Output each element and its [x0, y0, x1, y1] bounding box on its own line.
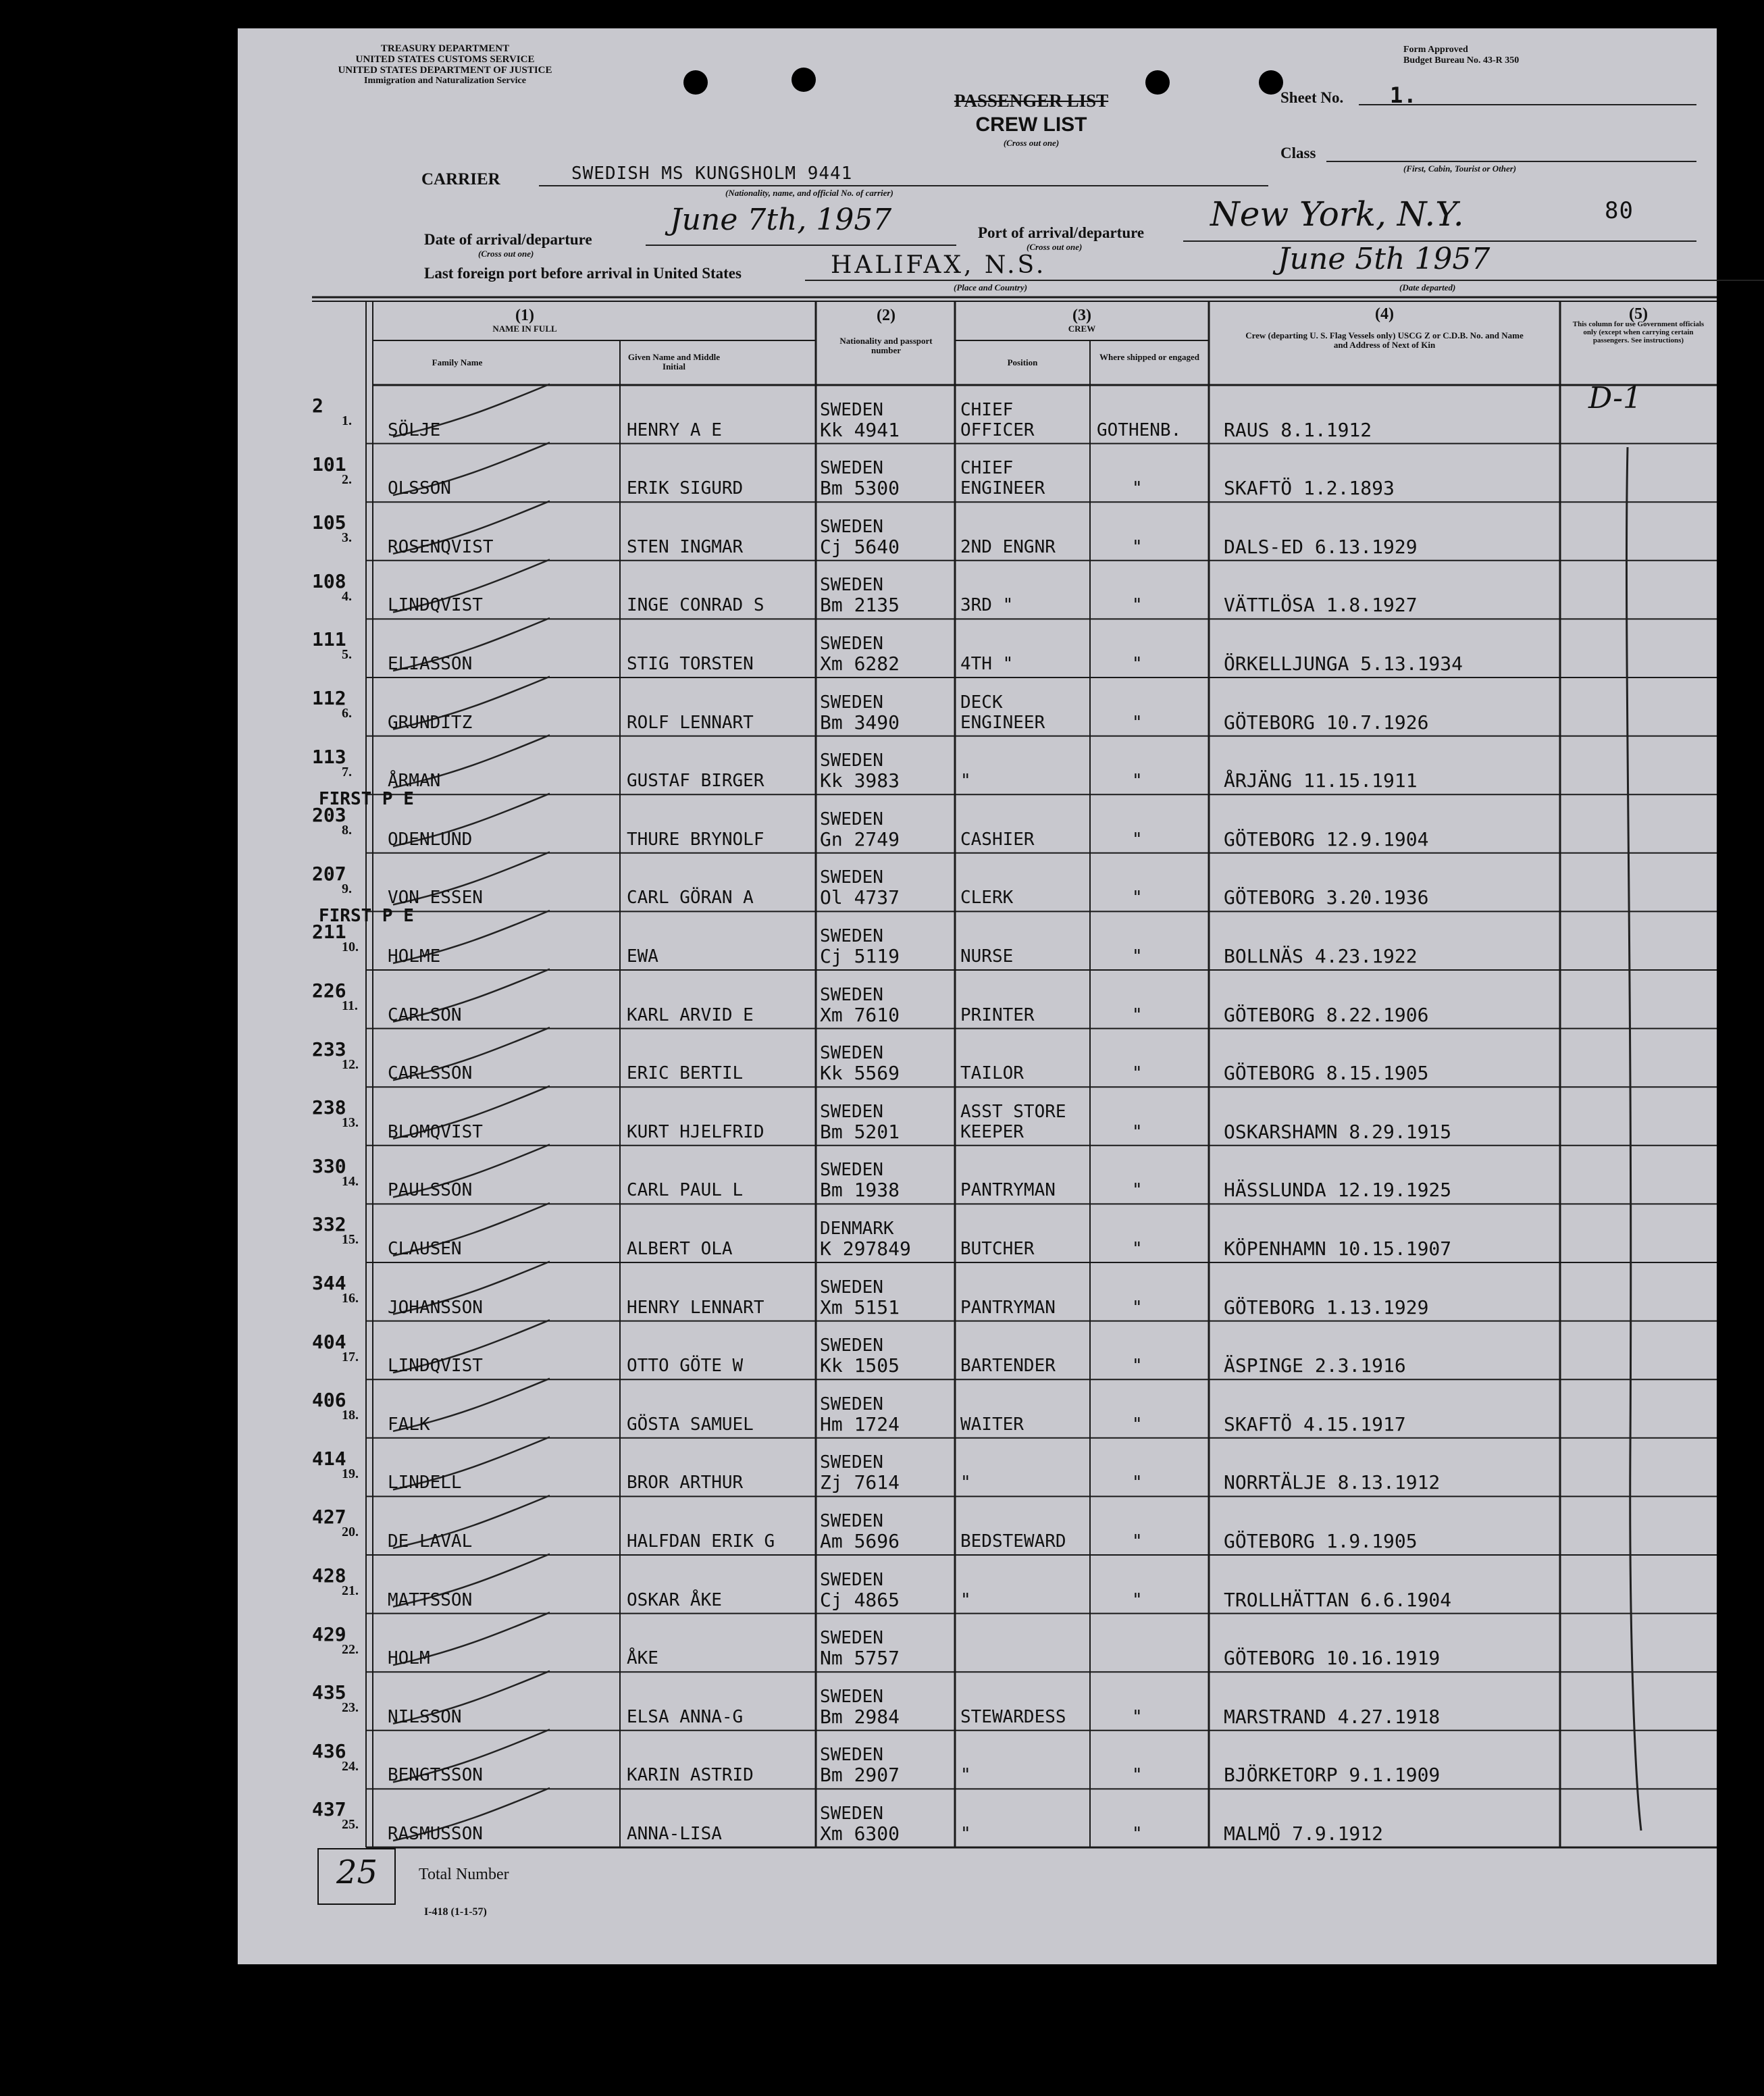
where-shipped: " [1132, 1473, 1143, 1493]
where-shipped: " [1132, 1414, 1143, 1435]
nationality: SWEDEN [820, 1569, 883, 1590]
row-sheet-number: 226 [312, 979, 346, 1002]
row-first-pe-mark: FIRST P E [319, 906, 414, 927]
position-line1: CHIEF [960, 458, 1014, 479]
where-shipped: " [1132, 829, 1143, 850]
next-of-kin-address: SKAFTÖ 4.15.1917 [1224, 1412, 1406, 1435]
row-sequence-number: 18. [342, 1408, 359, 1423]
position: KEEPER [960, 1121, 1024, 1142]
agency-line: UNITED STATES DEPARTMENT OF JUSTICE [338, 65, 552, 76]
nationality: SWEDEN [820, 1628, 883, 1649]
passport-number: Bm 2907 [820, 1764, 900, 1787]
form-approved-line: Budget Bureau No. 43-R 350 [1403, 55, 1520, 66]
port-note: (Cross out one) [1027, 242, 1083, 252]
passport-number: Cj 4865 [820, 1588, 900, 1611]
given-name: KURT HJELFRID [627, 1121, 764, 1142]
port-label: Port of arrival/departure [978, 224, 1145, 241]
passport-number: Kk 3983 [820, 769, 900, 792]
family-name: RASMUSSON [388, 1824, 483, 1844]
row-sheet-number: 108 [312, 569, 346, 592]
nationality: SWEDEN [820, 809, 883, 829]
next-of-kin-address: ÄSPINGE 2.3.1916 [1224, 1354, 1406, 1377]
passenger-list-title-struck: PASSENGER LIST [954, 91, 1109, 111]
nationality: SWEDEN [820, 1511, 883, 1531]
where-shipped: " [1132, 1121, 1143, 1142]
position: BUTCHER [960, 1239, 1035, 1259]
family-name: CARLSSON [388, 1063, 473, 1084]
next-of-kin-address: NORRTÄLJE 8.13.1912 [1224, 1471, 1441, 1494]
next-of-kin-address: OSKARSHAMN 8.29.1915 [1224, 1120, 1452, 1143]
next-of-kin-address: BOLLNÄS 4.23.1922 [1224, 945, 1418, 967]
row-sequence-number: 8. [342, 823, 352, 838]
where-shipped: " [1132, 1063, 1143, 1084]
row-sheet-number: 436 [312, 1739, 346, 1762]
given-name: ANNA-LISA [627, 1824, 722, 1844]
row-sheet-number: 101 [312, 453, 346, 476]
row-sequence-number: 9. [342, 881, 352, 896]
nationality: SWEDEN [820, 516, 883, 537]
position: PRINTER [960, 1004, 1035, 1025]
next-of-kin-address: HÄSSLUNDA 12.19.1925 [1224, 1179, 1452, 1202]
date-departed-value: June 5th 1957 [1278, 242, 1490, 276]
where-shipped: " [1132, 595, 1143, 616]
family-name: MATTSSON [388, 1589, 473, 1610]
family-name: OLSSON [388, 478, 451, 499]
given-name: OTTO GÖTE W [627, 1356, 744, 1377]
where-shipped: " [1132, 1297, 1143, 1318]
row-sequence-number: 10. [342, 940, 359, 955]
given-name: HENRY A E [627, 419, 722, 440]
position: CASHIER [960, 829, 1035, 850]
row-sequence-number: 22. [342, 1641, 359, 1657]
family-name: ÅRMAN [388, 771, 441, 792]
date-note: (Cross out one) [478, 249, 534, 259]
agency-line: Immigration and Naturalization Service [364, 76, 526, 86]
row-sheet-number: 112 [312, 687, 346, 709]
given-name: HALFDAN ERIK G [627, 1531, 775, 1552]
last-port-value: HALIFAX, N.S. [831, 251, 1047, 279]
nationality: SWEDEN [820, 692, 883, 713]
sheet-label: Sheet No. [1280, 89, 1344, 106]
col3-number: (3) [1072, 307, 1091, 324]
row-sheet-number: 344 [312, 1272, 346, 1294]
next-of-kin-address: GÖTEBORG 1.13.1929 [1224, 1296, 1429, 1319]
position: WAITER [960, 1414, 1024, 1435]
where-shipped: " [1132, 536, 1143, 557]
row-sequence-number: 17. [342, 1349, 359, 1364]
row-sheet-number: 404 [312, 1330, 346, 1353]
where-shipped: " [1132, 712, 1143, 733]
family-name: DE LAVAL [388, 1531, 473, 1552]
where-shipped: " [1132, 1004, 1143, 1025]
family-name: NILSSON [388, 1706, 462, 1727]
col3-label: CREW [1068, 324, 1096, 334]
last-port-label: Last foreign port before arrival in United States [424, 265, 742, 282]
row-sheet-number: 111 [312, 628, 346, 651]
where-shipped: " [1132, 1180, 1143, 1201]
family-name: HOLM [388, 1648, 430, 1669]
position: 4TH " [960, 654, 1014, 674]
sheet-number: 1. [1390, 82, 1418, 108]
position: 3RD " [960, 595, 1014, 616]
next-of-kin-address: ÖRKELLJUNGA 5.13.1934 [1224, 653, 1463, 675]
col1-label: NAME IN FULL [492, 324, 557, 334]
given-name: STIG TORSTEN [627, 654, 754, 674]
next-of-kin-address: GÖTEBORG 8.15.1905 [1224, 1062, 1429, 1085]
agency-line: UNITED STATES CUSTOMS SERVICE [355, 54, 535, 65]
position: " [960, 1473, 971, 1493]
family-name: CLAUSEN [388, 1239, 462, 1259]
where-shipped: " [1132, 1765, 1143, 1786]
form-id: I-418 (1-1-57) [424, 1906, 487, 1918]
row-sequence-number: 23. [342, 1700, 359, 1716]
position: " [960, 1824, 971, 1844]
family-name: HOLME [388, 946, 441, 967]
date-label: Date of arrival/departure [424, 231, 592, 248]
passport-number: Bm 2135 [820, 594, 900, 617]
nationality: SWEDEN [820, 1686, 883, 1707]
given-name: HENRY LENNART [627, 1297, 764, 1318]
col3-shipped-label: Where shipped or engaged [1099, 352, 1199, 362]
nationality: SWEDEN [820, 1394, 883, 1414]
family-name: ROSENQVIST [388, 536, 494, 557]
where-shipped: " [1132, 1531, 1143, 1552]
nationality: DENMARK [820, 1219, 894, 1239]
row-sequence-number: 5. [342, 647, 352, 663]
row-sheet-number: 105 [312, 511, 346, 534]
where-shipped: " [1132, 654, 1143, 674]
given-name: ELSA ANNA-G [627, 1706, 744, 1727]
row-sequence-number: 3. [342, 530, 352, 546]
nationality: SWEDEN [820, 1101, 883, 1122]
family-name: LINDQVIST [388, 1356, 483, 1377]
family-name: GRUNDITZ [388, 712, 473, 733]
given-name: THURE BRYNOLF [627, 829, 764, 850]
row-sheet-number: 428 [312, 1564, 346, 1587]
position-line1: ASST STORE [960, 1101, 1066, 1122]
position: CLERK [960, 888, 1014, 909]
row-sequence-number: 25. [342, 1817, 359, 1833]
row-sequence-number: 13. [342, 1115, 359, 1131]
row-sheet-number: 2 [312, 394, 323, 417]
row-first-pe-mark: FIRST P E [319, 789, 414, 810]
row-sequence-number: 2. [342, 471, 352, 487]
position: TAILOR [960, 1063, 1024, 1084]
given-name: OSKAR ÅKE [627, 1589, 722, 1610]
where-shipped: " [1132, 1356, 1143, 1377]
family-name: LINDQVIST [388, 595, 483, 616]
passport-number: Am 5696 [820, 1530, 900, 1552]
where-shipped: " [1132, 1706, 1143, 1727]
next-of-kin-address: GÖTEBORG 10.7.1926 [1224, 711, 1429, 734]
passport-number: Xm 5151 [820, 1296, 900, 1319]
position: ENGINEER [960, 712, 1045, 733]
row-sequence-number: 16. [342, 1291, 359, 1306]
family-name: BLOMQVIST [388, 1121, 483, 1142]
given-name: ERIC BERTIL [627, 1063, 744, 1084]
position: " [960, 1765, 971, 1786]
position: 2ND ENGNR [960, 536, 1056, 557]
given-name: INGE CONRAD S [627, 595, 764, 616]
passport-number: Gn 2749 [820, 827, 900, 850]
next-of-kin-address: VÄTTLÖSA 1.8.1927 [1224, 594, 1418, 617]
passport-number: Xm 6300 [820, 1822, 900, 1845]
row-sequence-number: 21. [342, 1583, 359, 1598]
agency-line: TREASURY DEPARTMENT [380, 43, 510, 54]
passport-number: Nm 5757 [820, 1647, 900, 1670]
passport-number: Bm 1938 [820, 1179, 900, 1202]
passport-number: Kk 5569 [820, 1062, 900, 1085]
row-sequence-number: 14. [342, 1173, 359, 1189]
date-arrival-value: June 7th, 1957 [670, 203, 892, 237]
form-approved-line: Form Approved [1403, 45, 1468, 55]
where-shipped: " [1132, 888, 1143, 909]
given-name: KARIN ASTRID [627, 1765, 754, 1786]
class-label: Class [1280, 145, 1316, 161]
col2-label: Nationality and passport number [839, 336, 933, 355]
carrier-note: (Nationality, name, and official No. of carrier) [725, 188, 893, 198]
family-name: VON ESSEN [388, 888, 483, 909]
total-label: Total Number [419, 1866, 509, 1883]
row-sheet-number: 207 [312, 862, 346, 885]
position: OFFICER [960, 419, 1035, 440]
where-shipped: " [1132, 1239, 1143, 1259]
passport-number: K 297849 [820, 1237, 911, 1260]
family-name: ELIASSON [388, 654, 473, 674]
next-of-kin-address: SKAFTÖ 1.2.1893 [1224, 477, 1395, 500]
next-of-kin-address: ÅRJÄNG 11.15.1911 [1224, 769, 1418, 792]
row-sequence-number: 15. [342, 1232, 359, 1248]
row-sheet-number: 211 [312, 921, 346, 944]
row-sequence-number: 7. [342, 764, 352, 779]
passport-number: Xm 7610 [820, 1003, 900, 1026]
passport-number: Cj 5119 [820, 945, 900, 967]
nationality: SWEDEN [820, 1335, 883, 1356]
row-sequence-number: 12. [342, 1056, 359, 1072]
crew-list-title: CREW LIST [975, 113, 1087, 136]
family-name: LINDELL [388, 1473, 462, 1493]
row-sequence-number: 11. [342, 998, 358, 1013]
nationality: SWEDEN [820, 926, 883, 946]
family-name: PAULSSON [388, 1180, 473, 1201]
given-name: ALBERT OLA [627, 1239, 733, 1259]
family-name: SÖLJE [388, 419, 441, 440]
port-arrival-value: New York, N.Y. [1210, 195, 1464, 234]
row-sheet-number: 414 [312, 1447, 346, 1470]
official-column-mark [238, 28, 1717, 1964]
given-name: EWA [627, 946, 658, 967]
family-name: CARLSON [388, 1004, 462, 1025]
where-shipped: " [1132, 946, 1143, 967]
next-of-kin-address: KÖPENHAMN 10.15.1907 [1224, 1237, 1452, 1260]
row-sequence-number: 24. [342, 1758, 359, 1774]
next-of-kin-address: TROLLHÄTTAN 6.6.1904 [1224, 1588, 1452, 1611]
next-of-kin-address: BJÖRKETORP 9.1.1909 [1224, 1764, 1441, 1787]
class-note: (First, Cabin, Tourist or Other) [1403, 163, 1517, 174]
nationality: SWEDEN [820, 984, 883, 1005]
nationality: SWEDEN [820, 1452, 883, 1473]
page-mark: 80 [1605, 197, 1634, 224]
row-sheet-number: 330 [312, 1154, 346, 1177]
passport-number: Hm 1724 [820, 1412, 900, 1435]
row-sequence-number: 4. [342, 588, 352, 604]
given-name: GÖSTA SAMUEL [627, 1414, 754, 1435]
col2-number: (2) [877, 307, 896, 324]
nationality: SWEDEN [820, 1277, 883, 1298]
col1-given-label: Given Name and Middle Initial [627, 352, 721, 372]
date-departed-note: (Date departed) [1399, 282, 1456, 292]
nationality: SWEDEN [820, 1804, 883, 1824]
place-note: (Place and Country) [954, 282, 1028, 292]
position: PANTRYMAN [960, 1297, 1056, 1318]
next-of-kin-address: GÖTEBORG 12.9.1904 [1224, 827, 1429, 850]
family-name: BENGTSSON [388, 1765, 483, 1786]
row-sheet-number: 113 [312, 745, 346, 768]
position: NURSE [960, 946, 1014, 967]
nationality: SWEDEN [820, 1043, 883, 1064]
given-name: BROR ARTHUR [627, 1473, 744, 1493]
passport-number: Xm 6282 [820, 653, 900, 675]
position: PANTRYMAN [960, 1180, 1056, 1201]
nationality: SWEDEN [820, 750, 883, 771]
position: STEWARDESS [960, 1706, 1066, 1727]
given-name: CARL PAUL L [627, 1180, 744, 1201]
row-sequence-number: 1. [342, 413, 352, 428]
passport-number: Bm 3490 [820, 711, 900, 734]
row-sequence-number: 6. [342, 706, 352, 721]
total-box [317, 1848, 396, 1905]
nationality: SWEDEN [820, 1745, 883, 1766]
total-value: 25 [336, 1854, 378, 1891]
next-of-kin-address: GÖTEBORG 10.16.1919 [1224, 1647, 1441, 1670]
nationality: SWEDEN [820, 634, 883, 654]
col1-number: (1) [515, 307, 534, 324]
row-sheet-number: 435 [312, 1681, 346, 1704]
carrier-label: CARRIER [421, 170, 500, 188]
given-name: ROLF LENNART [627, 712, 754, 733]
where-shipped: " [1132, 478, 1143, 499]
given-name: GUSTAF BIRGER [627, 771, 764, 792]
next-of-kin-address: GÖTEBORG 3.20.1936 [1224, 886, 1429, 909]
nationality: SWEDEN [820, 575, 883, 596]
passport-number: Zj 7614 [820, 1471, 900, 1494]
where-shipped: GOTHENB. [1097, 419, 1182, 440]
nationality: SWEDEN [820, 1160, 883, 1181]
row-sheet-number: 238 [312, 1096, 346, 1119]
given-name: ÅKE [627, 1648, 658, 1669]
position: ENGINEER [960, 478, 1045, 499]
official-mark: D-1 [1588, 381, 1642, 415]
nationality: SWEDEN [820, 399, 883, 420]
given-name: ERIK SIGURD [627, 478, 744, 499]
given-name: KARL ARVID E [627, 1004, 754, 1025]
row-sheet-number: 406 [312, 1389, 346, 1412]
passport-number: Bm 2984 [820, 1705, 900, 1728]
next-of-kin-address: MALMÖ 7.9.1912 [1224, 1822, 1384, 1845]
nationality: SWEDEN [820, 458, 883, 479]
col5-number: (5) [1629, 305, 1648, 323]
position-line1: CHIEF [960, 399, 1014, 420]
col3-position-label: Position [1007, 357, 1038, 367]
position: " [960, 1589, 971, 1610]
title-note: (Cross out one) [1003, 138, 1060, 148]
row-sheet-number: 429 [312, 1622, 346, 1645]
family-name: FALK [388, 1414, 430, 1435]
next-of-kin-address: RAUS 8.1.1912 [1224, 418, 1372, 441]
passport-number: Bm 5201 [820, 1120, 900, 1143]
row-sheet-number: 233 [312, 1038, 346, 1060]
nationality: SWEDEN [820, 867, 883, 888]
next-of-kin-address: DALS-ED 6.13.1929 [1224, 535, 1418, 558]
given-name: CARL GÖRAN A [627, 888, 754, 909]
col1-family-label: Family Name [432, 357, 483, 367]
position-line1: DECK [960, 692, 1003, 713]
passport-number: Kk 1505 [820, 1354, 900, 1377]
where-shipped: " [1132, 1824, 1143, 1844]
next-of-kin-address: GÖTEBORG 1.9.1905 [1224, 1530, 1418, 1552]
passport-number: Bm 5300 [820, 477, 900, 500]
crew-list-document [238, 28, 1717, 1964]
row-sequence-number: 20. [342, 1525, 359, 1540]
row-sheet-number: 332 [312, 1213, 346, 1236]
passport-number: Cj 5640 [820, 535, 900, 558]
next-of-kin-address: GÖTEBORG 8.22.1906 [1224, 1003, 1429, 1026]
where-shipped: " [1132, 1589, 1143, 1610]
carrier-value: SWEDISH MS KUNGSHOLM 9441 [571, 163, 853, 184]
passport-number: Kk 4941 [820, 418, 900, 441]
next-of-kin-address: MARSTRAND 4.27.1918 [1224, 1705, 1441, 1728]
position: BEDSTEWARD [960, 1531, 1066, 1552]
row-sheet-number: 427 [312, 1506, 346, 1529]
family-name: ODENLUND [388, 829, 473, 850]
passport-number: Ol 4737 [820, 886, 900, 909]
col5-label: This column for use Government officials only (except when carrying certain passengers. See instructions) [1572, 320, 1705, 344]
row-sheet-number: 437 [312, 1798, 346, 1821]
position: " [960, 771, 971, 792]
position: BARTENDER [960, 1356, 1056, 1377]
col4-label: Crew (departing U. S. Flag Vessels only) USCG Z or C.D.B. No. and Name and Address of Next of Kin [1245, 330, 1524, 350]
col4-number: (4) [1375, 305, 1394, 323]
row-sequence-number: 19. [342, 1466, 359, 1481]
where-shipped: " [1132, 771, 1143, 792]
family-name: JOHANSSON [388, 1297, 483, 1318]
given-name: STEN INGMAR [627, 536, 744, 557]
row-sheet-number: 203 [312, 804, 346, 827]
